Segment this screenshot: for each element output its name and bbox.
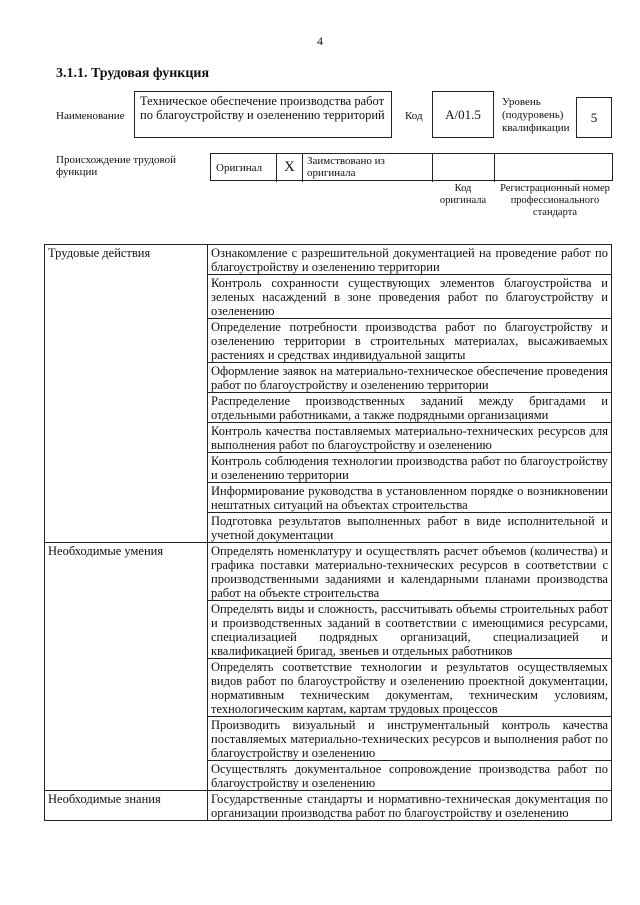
name-label: Наименование — [56, 110, 125, 122]
row-item-text: Ознакомление с разрешительной документацией на проведение работ по благоустройству и озеленению территории — [208, 245, 612, 275]
original-mark: X — [284, 159, 295, 175]
row-item-text: Оформление заявок на материально-техническое обеспечение проведения работ по благоустройству и озеленению территории — [208, 363, 612, 393]
row-item-text: Определять виды и сложность, рассчитывать объемы строительных работ и производственных заданий в соответствии с имеющимися ресурсами, специализацией подрядных организаций, специализацией и квалификацией бригад, звеньев и отдельных работников — [208, 601, 612, 659]
code-value: A/01.5 — [445, 106, 481, 122]
borrowed-label: Заимствовано из оригинала — [307, 155, 385, 179]
reg-number-cell — [495, 154, 614, 182]
table-row — [45, 543, 612, 601]
code-original-label: Код оригинала — [439, 183, 487, 206]
row-item-text: Распределение производственных заданий между бригадами и отдельными работниками, а также подрядными организациями — [208, 393, 612, 423]
origin-label: Происхождение трудовой функции — [56, 154, 177, 178]
origin-row — [210, 153, 613, 181]
level-label: Уровень (подуровень) квалификации — [502, 96, 570, 134]
row-item-text: Определение потребности производства работ по благоустройству и озеленению территории в строительных материалах, высаживаемых растениях и средствах индивидуальной защиты — [208, 319, 612, 363]
function-name-box — [134, 91, 392, 138]
row-item-text: Производить визуальный и инструментальный контроль качества поставляемых материально-технических ресурсов и выполнения работ по благоустройству и озеленению — [208, 717, 612, 761]
code-original-cell — [433, 154, 495, 182]
row-item-text: Контроль соблюдения технологии производства работ по благоустройству и озеленению территории — [208, 453, 612, 483]
row-item-text: Осуществлять документальное сопровождение производства работ по благоустройству и озеленению — [208, 761, 612, 791]
original-cell — [211, 154, 277, 182]
function-table-body — [45, 245, 612, 821]
section-title: 3.1.1. Трудовая функция — [56, 66, 210, 81]
level-box — [576, 97, 612, 138]
row-item-text: Контроль качества поставляемых материально-технических ресурсов для выполнения работ по благоустройству и озеленению — [208, 423, 612, 453]
row-item-text: Контроль сохранности существующих элементов благоустройства и зеленых насаждений в зоне проведения работ по благоустройству и озеленению — [208, 275, 612, 319]
level-value: 5 — [590, 109, 598, 125]
row-item-text: Определять соответствие технологии и результатов осуществляемых видов работ по благоустройству и озеленению проектной документации, нормативным техническим документам, техническим условиям, технологическим картам, картам трудовых процессов — [208, 659, 612, 717]
row-item-text: Информирование руководства в установленном порядке о возникновении нештатных ситуаций на объектах строительства — [208, 483, 612, 513]
row-item-text: Определять номенклатуру и осуществлять расчет объемов (количества) и графика поставки материально-технических ресурсов в соответствии с производственными заданиями и календарными планами производства работ на объекте строительства — [208, 543, 612, 601]
row-category-label: Необходимые умения — [45, 543, 208, 791]
code-label: Код — [405, 110, 423, 122]
original-mark-cell — [277, 154, 303, 182]
row-category-label: Трудовые действия — [45, 245, 208, 543]
function-name-value: Техническое обеспечение производства работ по благоустройству и озеленению территорий — [140, 94, 385, 122]
row-category-label: Необходимые знания — [45, 791, 208, 821]
table-row — [45, 245, 612, 275]
row-item-text: Подготовка результатов выполненных работ в виде исполнительной и учетной документации — [208, 513, 612, 543]
borrowed-cell — [303, 154, 433, 182]
page-number: 4 — [317, 34, 323, 48]
table-row — [45, 791, 612, 821]
original-label: Оригинал — [216, 162, 263, 174]
code-box — [432, 91, 494, 138]
row-item-text: Государственные стандарты и нормативно-техническая документация по организации производства работ по благоустройству и озеленению — [208, 791, 612, 821]
function-table — [44, 244, 612, 821]
reg-number-label: Регистрационный номер профессионального стандарта — [500, 183, 610, 218]
